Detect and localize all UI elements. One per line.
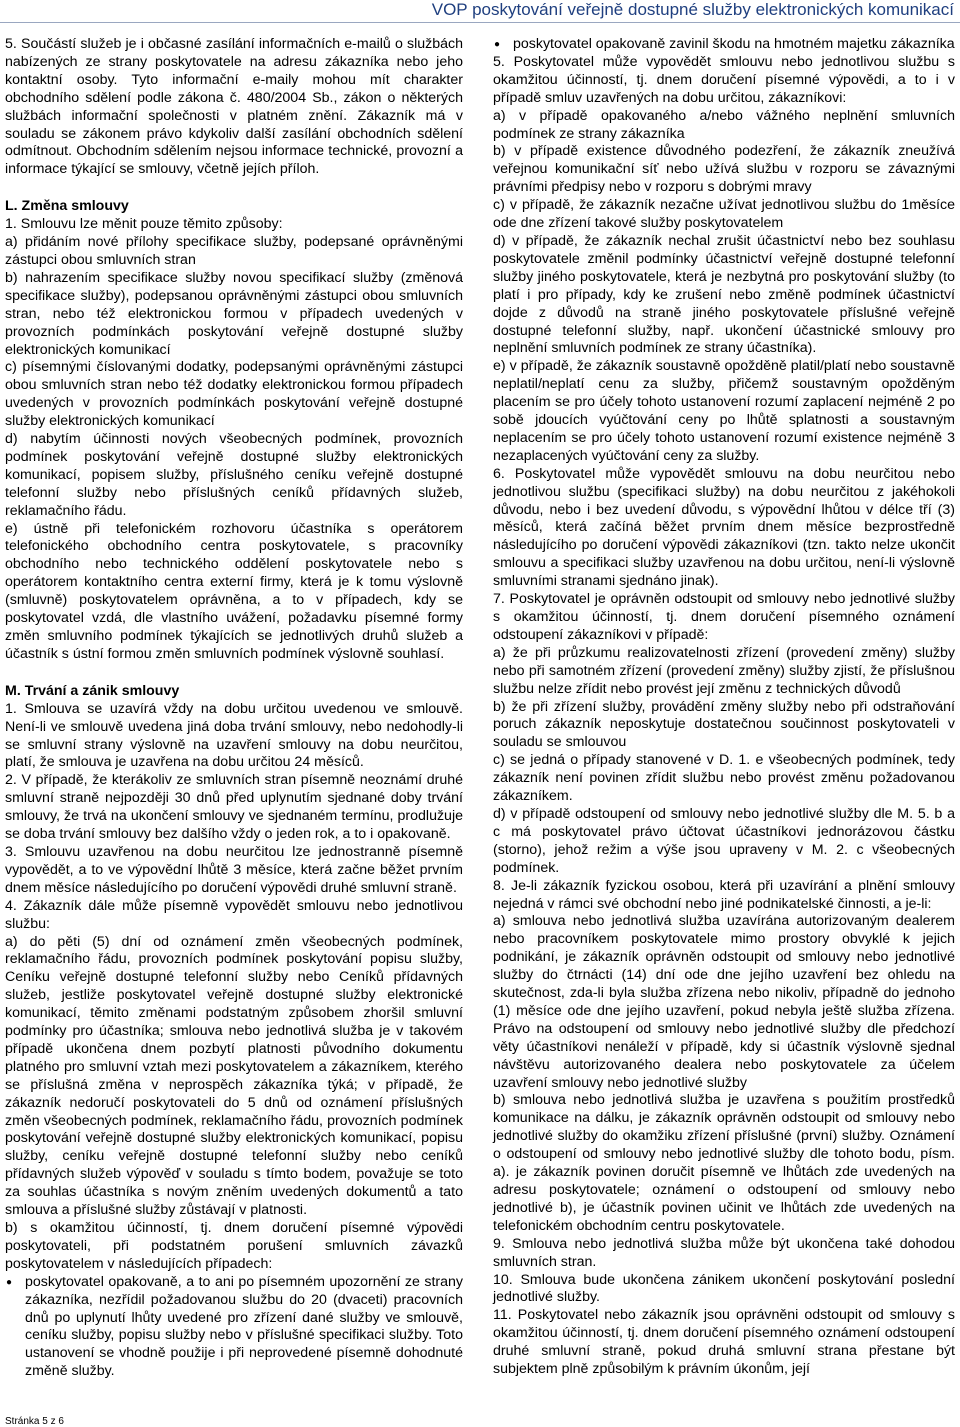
clause-l1: 1. Smlouvu lze měnit pouze těmito způsoby: [5,216,283,233]
header-rule [0,22,960,23]
list-item: ● poskytovatel opakovaně, a to ani po písemném upozornění ze strany zákazníka, nezřídil požadovanou službu do 20 (dvaceti) pracovních dnů po uplynutí lhůty uvedené pro zřízení dané služby ve smlouvě, ceníku služby, popisu služby nebo v příslušné specifikaci služby. Toto ustanovení se vhodně použije i při neprovedené písemně dohodnuté změně služby. [25,1274,463,1381]
right-column [493,36,955,1379]
clause-m9: 9. Smlouva nebo jednotlivá služba může být ukončena také dohodou smluvních stran. [493,1235,955,1270]
list-item: ● poskytovatel opakovaně zavinil škodu na hmotném majetku zákazníka [513,36,955,54]
clause-l1-a: a) přidáním nové přílohy specifikace služby, podepsané oprávněnými zástupci obou smluvních stran [5,234,463,268]
clause-l1-d: d) nabytím účinnosti nových všeobecných podmínek, provozních podmínek poskytování veřejně dostupné služby elektronických komunikací, popisem služby, příslušného ceníku veřejně dostupné telefonní služby nebo příslušných ceníků přídavných služeb, reklamačního řádu. [5,431,463,519]
section-heading-m: M. Trvání a zánik smlouvy [5,682,180,699]
clause-m8: 8. Je-li zákazník fyzickou osobou, která při uzavírání a plnění smlouvy nejedná v rámci své obchodní nebo jiné podnikatelské činnosti, a je-li: [493,877,955,912]
clause-m4-a: a) do pěti (5) dní od oznámení změn všeobecných podmínek, reklamačního řádu, provozních podmínek poskytování popisu služby, Ceníku veřejně dostupné telefonní služby nebo Ceníků přídavných služeb, jestliže poskytovatel veřejně dostupné služby elektronické komunikací, těmito změnami podstatným způsobem zhoršil smluvní podmínky pro účastníka; smlouva nebo jednotlivá služba je v takovém případě ukončena dnem pozbytí platnosti původního dokumentu platného pro smluvní vztah mezi poskytovatelem a zákazníkem, kterého se příslušná změna v neprospěch zákazníka týká; v případě, že zákazník nedoručí poskytovateli do 5 dnů od oznámení příslušných změn všeobecných podmínek, reklamačního řádu, provozních podmínek poskytování veřejně dostupné služby elektronických komunikací, popisu služby, ceníku veřejně dostupné telefonní služby nebo ceníků přídavných služeb výpověď v souladu s tímto bodem, považuje se toto za souhlas účastníka s novým zněním uvedených dokumentů a tato smlouva a příslušné služby zůstávají v platnosti. [5,933,463,1219]
clause-l1-e: e) ústně při telefonickém rozhovoru účastníka s operátorem telefonického obchodního centra poskytovatele, s pracovníky obchodního nebo technického oddělení poskytovatele nebo s operátorem kontaktního centra externí firmy, která je k tomu výslovně (smluvně) poskytovatelem oprávněna, a to v případech, kdy se poskytovatel vzdá, dle vlastního uvážení, požadavku písemné formy změn smluvního podmínek týkajících se jednotlivých druhů služeb a účastník s ústní formou změn smluvních podmínek výslovně souhlasí. [5,520,463,662]
clause-m5-e: e) v případě, že zákazník soustavně opožděně platil/platí nebo soustavně neplatil/neplatí cenu za služby, přičemž soustavným opožděným placením se pro účely tohoto ustanovení rozumí zaplacení nejméně 2 po sobě jdoucích vyúčtování ceny po lhůtě splatnosti a soustavným neplacením se pro účely tohoto ustanovení rozumí existence nejméně 3 nezaplacených vyúčtování ceny za služby. [493,358,955,464]
clause-m5-b: b) v případě existence důvodného podezření, že zákazník zneužívá veřejnou komunikační síť nebo užívá službu v rozporu se závaznými právními předpisy nebo v rozporu s dobrými mravy [493,143,955,196]
clause-m7-a: a) že při průzkumu realizovatelnosti zřízení (provedení změny) služby nebo při samotném zřízení (provedení změny) služby zjistí, že příslušnou službu nelze zřídit nebo provést její změnu z technických důvodů [493,644,955,697]
left-column [5,36,463,1381]
paragraph-5: 5. Součástí služeb je i občasné zasílání informačních e-mailů o službách nabízených ze strany poskytovatele na adresu zákazníka nebo jeho kontaktní osoby. Tyto informační e-maily mohou mít charakter obchodního sdělení podle zákona č. 480/2004 Sb., zákon o některých službách informační společnosti v platném znění. Zákazník má v souladu se zákonem právo kdykoliv další zasílání obchodních sdělení odmítnout. Obchodním sdělením nejsou informace technické, provozní a informace týkající se smlouvy, včetně jejích příloh. [5,36,463,178]
clause-m5-a: a) v případě opakovaného a/nebo vážného neplnění smluvních podmínek ze strany zákazníka [493,107,955,142]
clause-m4: 4. Zákazník dále může písemně vypovědět smlouvu nebo jednotlivou službu: [5,897,463,932]
clause-m7-c: c) se jedná o případy stanovené v D. 1. e všeobecných podmínek, tedy zákazník není povinen zřídit službu nebo provést změnu požadovanou zákazníkem. [493,752,955,805]
document-header-title: VOP poskytování veřejně dostupné služby elektronických komunikací [431,0,954,19]
spacer [5,664,463,680]
bullet-list [5,1274,463,1381]
page-number: Stránka 5 z 6 [5,1416,64,1427]
clause-m11: 11. Poskytovatel nebo zákazník jsou oprávněni odstoupit od smlouvy s okamžitou účinností, tj. dnem doručení písemného oznámení odstoupení druhé smluvní straně, pokud druhá smluvní strana přestane být subjektem plně způsobilým k právním úkonům, její [493,1307,955,1378]
clause-m6: 6. Poskytovatel může vypovědět smlouvu na dobu neurčitou nebo jednotlivou službu (specifikaci služby) na dobu neurčitou z jakéhokoli důvodu, nebo i bez uvedení důvodu, s výpovědní lhůtou v délce tří (3) měsíců, která začíná běžet prvním dnem měsíce bezprostředně následujícího po doručení výpovědi zákazníkovi (tzn. takto nelze ukončit smlouvu a specifikaci služby uzavřenou na dobu určitou, není-li výslovně smluvními stranami sjednáno jinak). [493,465,955,590]
clause-m4-b: b) s okamžitou účinností, tj. dnem doručení písemné výpovědi poskytovateli, při podstatném porušení smluvních závazků poskytovatelem v následujících případech: [5,1220,463,1272]
clause-m8-a: a) smlouva nebo jednotlivá služba uzavírána autorizovaným dealerem nebo pracovníkem poskytovatele mimo prostory obvyklé k jejich podnikání, je zákazník oprávněn odstoupit od smlouvy nebo jednotlivé služby do čtrnácti (14) dní ode dne jejího uzavření bez ohledu na skutečnost, zda-li byla služba zřízena nebo nikoliv, případně do jednoho (1) měsíce ode dne jejího uzavření, pokud nebyla ještě služba zřízena. Právo na odstoupení od smlouvy nebo jednotlivé služby dle předchozí věty účastníkovi nenáleží v případě, kdy si účastník výslovně sjednal návštěvu autorizovaného dealera nebo poskytovatele za účelem uzavření smlouvy nebo jednotlivé služby [493,913,955,1091]
clause-m7-d: d) v případě odstoupení od smlouvy nebo jednotlivé služby dle M. 5. b a c má poskytovatel právo účtovat účastníkovi jednorázovou částku (storno), jehož režim a výše jsou upraveny v M. 2. c všeobecných podmínek. [493,805,955,876]
clause-m8-b: b) smlouva nebo jednotlivá služba je uzavřena s použitím prostředků komunikace na dálku, je zákazník oprávněn odstoupit od smlouvy nebo jednotlivé služby do okamžiku zřízení příslušné (první) služby. Oznámení o odstoupení od smlouvy nebo jednotlivé služby dle tohoto bodu, písm. a). je zákazník povinen doručit písemně ve lhůtách zde uvedených na adresu poskytovatele; oznámení o odstoupení od smlouvy nebo jednotlivé b), je účastník povinen učinit ve lhůtách zde uvedených na telefonickém obchodním centru poskytovatele. [493,1092,955,1234]
bullet-list [493,36,955,54]
clause-m5: 5. Poskytovatel může vypovědět smlouvu nebo jednotlivou službu s okamžitou účinností, tj. dnem doručení písemné výpovědi, a to i v případě smluv uzavřených na dobu určitou, zákazníkovi: [493,53,955,106]
clause-l1-c: c) písemnými číslovanými dodatky, podepsanými oprávněnými zástupci obou smluvních stran nebo též dodatky elektronickou formou případech uvedených v provozních podmínkách poskytování veřejně dostupné služby elektronických komunikací [5,359,463,430]
clause-m3: 3. Smlouvu uzavřenou na dobu neurčitou lze jednostranně písemně vypovědět, a to ve výpovědní lhůtě 3 měsíce, která začne běžet prvním dnem měsíce následujícího po doručení výpovědi druhé smluvní straně. [5,843,463,896]
clause-m1: 1. Smlouva se uzavírá vždy na dobu určitou uvedenou ve smlouvě. Není-li ve smlouvě uvedena jiná doba trvání smlouvy, nebo nedohodly-li se smluvní strany výslovně na uzavření smlouvy na dobu neurčitou, platí, že smlouva je uzavřena na dobu určitou 24 měsíců. [5,700,463,771]
clause-m7: 7. Poskytovatel je oprávněn odstoupit od smlouvy nebo jednotlivé služby s okamžitou účinností, tj. dnem doručení písemného oznámení odstoupení zákazníkovi v případě: [493,591,955,643]
clause-m7-b: b) že při zřízení služby, provádění změny služby nebo při odstraňování poruch zákazník neposkytuje dostatečnou součinnost poskytovateli v souladu se smlouvou [493,698,955,751]
clause-m2: 2. V případě, že kterákoliv ze smluvních stran písemně neoznámí druhé smluvní straně nejpozději 30 dnů před uplynutím sjednané doby trvání smlouvy, že trvá na ukončení smlouvy ve sjednaném termínu, prodlužuje se doba trvání smlouvy bez dalšího vždy o jeden rok, a to i opakovaně. [5,772,463,843]
section-heading-l: L. Změna smlouvy [5,198,129,215]
clause-m5-c: c) v případě, že zákazník nezačne užívat jednotlivou službu do 1měsíce ode dne zřízení takové služby poskytovatelem [493,197,955,232]
clause-m10: 10. Smlouva bude ukončena zánikem ukončení poskytování poslední jednotlivé služby. [493,1271,955,1306]
clause-m5-d: d) v případě, že zákazník nechal zrušit účastnictví nebo bez souhlasu poskytovatele změnil podmínky účastnictví veřejně dostupné telefonní služby jiného poskytovatele, která je nezbytná pro poskytování služby (to platí i pro případy, kdy ke zrušení nebo změně podmínek účastnictví dojde z důvodů na straně jiného poskytovatele příslušné veřejně dostupné telefonní služby, např. ukončení účastnické smlouvy pro neplnění smluvních podmínek ze strany účastníka). [493,232,955,357]
clause-l1-b: b) nahrazením specifikace služby novou specifikací služby (změnová specifikace služby), podepsanou oprávněnými zástupci obou smluvních stran, nebo též elektronickou formou v případech uvedených v provozních podmínkách poskytování veřejně dostupné služby elektronických komunikací [5,269,463,358]
spacer [5,179,463,195]
